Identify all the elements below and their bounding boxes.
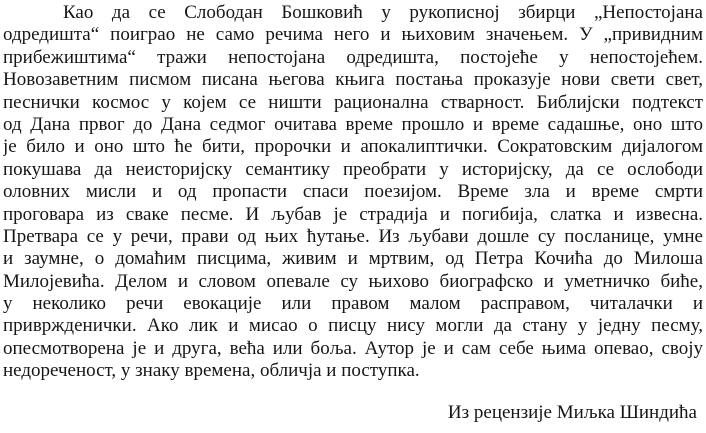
review-attribution: Из рецензије Миљка Шиндића [447,402,697,423]
paragraph-line: опесмотворена је и друга, већа или боља. Аутор је и сам себе њима опевао, своју [3,337,703,359]
paragraph-line: Новозаветним писмом писана његова књига постања проказује нови свети свет, [3,69,703,91]
document-page [3,0,703,433]
paragraph-line: и заумне, о домаћим писцима, живим и мртвим, од Петра Кочића до Милоша [3,248,703,270]
paragraph-line: недореченост, у знаку времена, обличја и поступка. [3,360,420,382]
paragraph-line: у неколико речи евокације или правом малом расправом, читалачки и [3,293,703,315]
review-paragraph [3,2,703,383]
paragraph-line: од Дана првог до Дана седмог очитава време прошло и време садашње, оно што [3,113,703,135]
paragraph-line: привржденички. Ако лик и мисао о писцу нису могли да стану у једну песму, [3,315,703,337]
paragraph-line: покушава да неисторијску семантику преобрати у историјску, да се ослободи [3,158,703,180]
paragraph-line: Као да се Слободан Бошковић у рукописној збирци „Непостојана [63,2,703,23]
paragraph-line: одредишта“ поиграо не само речима него и њиховим значењем. У „привидним [3,24,703,46]
paragraph-line: Претвара се у речи, прави од њих ћутање. Из љубави дошле су посланице, умне [3,225,703,247]
paragraph-line: песнички космос у којем се ништи рационална стварност. Библијски подтекст [3,91,703,113]
paragraph-line: је било и оно што ће бити, пророчки и апокалиптички. Сократовским дијалогом [3,136,703,158]
paragraph-line: Милојевића. Делом и словом опевале су њихово биографско и уметничко биће, [3,270,703,292]
paragraph-line: проговара из сваке песме. И љубав је страдија и погибија, слатка и извесна. [3,203,703,225]
paragraph-line: оловних мисли и од пропасти спаси поезијом. Време зла и време смрти [3,181,703,203]
paragraph-line: прибежиштима“ тражи непостојана одредишта, постојеће у непостојећем. [3,46,703,68]
